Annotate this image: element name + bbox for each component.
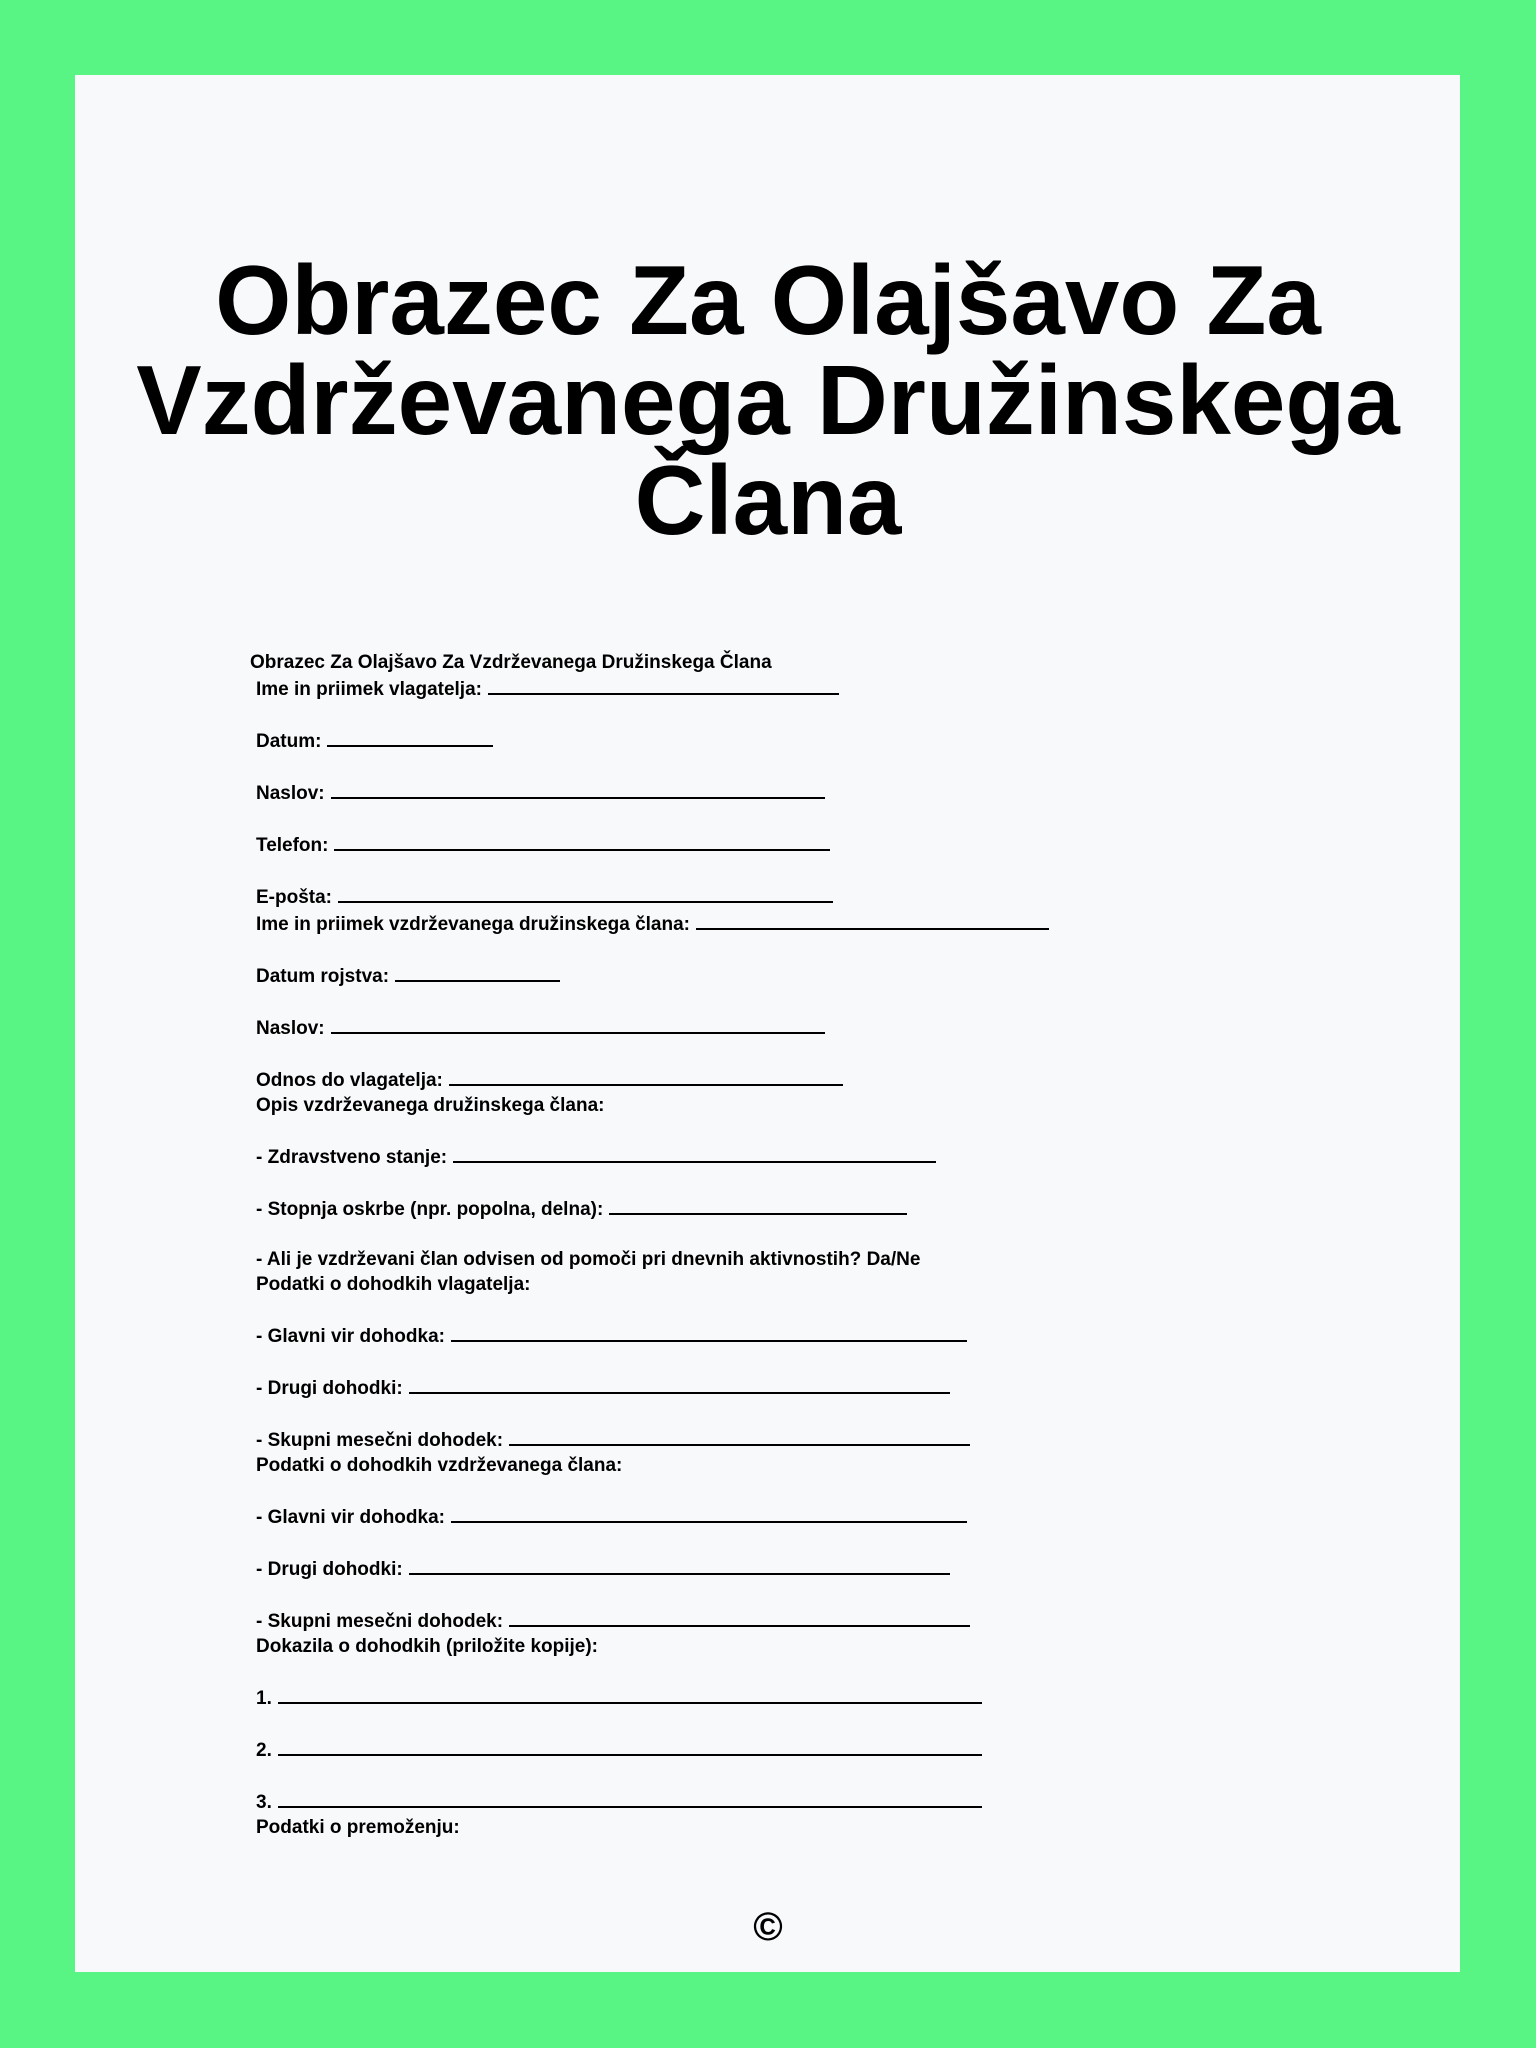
document-title bbox=[0, 245, 1536, 555]
applicant-name-field[interactable] bbox=[488, 675, 839, 695]
dep-monthly-income-field[interactable] bbox=[509, 1607, 970, 1627]
proof-2-field[interactable] bbox=[278, 1736, 982, 1756]
health-field[interactable] bbox=[453, 1143, 936, 1163]
form-row-dependent-name bbox=[250, 910, 1049, 937]
email-field[interactable] bbox=[338, 883, 833, 903]
section-heading: Opis vzdrževanega družinskega člana: bbox=[256, 1095, 605, 1116]
form-row-dependent-address bbox=[250, 1014, 1049, 1041]
field-label: Ime in priimek vlagatelja: bbox=[256, 679, 482, 700]
field-label: Odnos do vlagatelja: bbox=[256, 1070, 443, 1091]
form-body bbox=[250, 650, 1049, 1840]
field-label: - Drugi dohodki: bbox=[256, 1378, 403, 1399]
address-field[interactable] bbox=[331, 779, 825, 799]
field-label: - Skupni mesečni dohodek: bbox=[256, 1430, 504, 1451]
field-label: Datum: bbox=[256, 731, 322, 752]
title-line: Vzdrževanega Družinskega bbox=[136, 345, 1400, 455]
proof-1-field[interactable] bbox=[278, 1684, 982, 1704]
dependent-address-field[interactable] bbox=[331, 1014, 825, 1034]
field-label: - Stopnja oskrbe (npr. popolna, delna): bbox=[256, 1199, 604, 1220]
form-row-monthly-income bbox=[250, 1426, 1049, 1453]
form-row-dep-monthly-income bbox=[250, 1607, 1049, 1634]
field-label: - Glavni vir dohodka: bbox=[256, 1326, 445, 1347]
form-row-dep-main-income bbox=[250, 1503, 1049, 1530]
proof-3-field[interactable] bbox=[278, 1788, 982, 1808]
form-row-proof-3 bbox=[250, 1788, 1049, 1815]
field-label: Naslov: bbox=[256, 1018, 325, 1039]
form-row-birth-date bbox=[250, 962, 1049, 989]
section-heading: Dokazila o dohodkih (priložite kopije): bbox=[256, 1636, 599, 1657]
form-row-dep-other-income bbox=[250, 1555, 1049, 1582]
section-heading: Podatki o dohodkih vzdrževanega člana: bbox=[256, 1455, 623, 1476]
relationship-field[interactable] bbox=[449, 1066, 843, 1086]
field-label: 3. bbox=[256, 1792, 272, 1813]
form-row-phone bbox=[250, 831, 1049, 858]
field-label: Naslov: bbox=[256, 783, 325, 804]
field-label: - Drugi dohodki: bbox=[256, 1559, 403, 1580]
section-heading: Podatki o dohodkih vlagatelja: bbox=[256, 1274, 531, 1295]
field-label: - Skupni mesečni dohodek: bbox=[256, 1611, 504, 1632]
field-label: Ime in priimek vzdrževanega družinskega člana: bbox=[256, 914, 690, 935]
form-row-dependency-question: - Ali je vzdrževani član odvisen od pomoči pri dnevnih aktivnostih? Da/Ne bbox=[256, 1249, 921, 1270]
dependent-name-field[interactable] bbox=[696, 910, 1049, 930]
form-row-care-level bbox=[250, 1195, 1049, 1222]
birth-date-field[interactable] bbox=[395, 962, 560, 982]
field-label: Telefon: bbox=[256, 835, 329, 856]
form-row-proof-2 bbox=[250, 1736, 1049, 1763]
field-label: - Zdravstveno stanje: bbox=[256, 1147, 448, 1168]
title-line: Člana bbox=[634, 445, 902, 555]
phone-field[interactable] bbox=[334, 831, 830, 851]
section-heading: Podatki o premoženju: bbox=[256, 1817, 460, 1838]
date-field[interactable] bbox=[327, 727, 493, 747]
copyright-icon: © bbox=[753, 1905, 783, 1949]
form-row-main-income bbox=[250, 1322, 1049, 1349]
field-label: E-pošta: bbox=[256, 887, 332, 908]
form-row-email bbox=[250, 883, 1049, 910]
title-line: Obrazec Za Olajšavo Za bbox=[215, 245, 1321, 355]
field-label: 1. bbox=[256, 1688, 272, 1709]
field-label: Datum rojstva: bbox=[256, 966, 390, 987]
form-row-relationship bbox=[250, 1066, 1049, 1093]
main-income-field[interactable] bbox=[451, 1322, 967, 1342]
form-row-other-income bbox=[250, 1374, 1049, 1401]
field-label: - Glavni vir dohodka: bbox=[256, 1507, 445, 1528]
form-row-date bbox=[250, 727, 1049, 754]
care-level-field[interactable] bbox=[609, 1195, 907, 1215]
monthly-income-field[interactable] bbox=[509, 1426, 970, 1446]
form-row-address bbox=[250, 779, 1049, 806]
form-subtitle: Obrazec Za Olajšavo Za Vzdrževanega Družinskega Člana bbox=[250, 652, 772, 673]
form-row-applicant-name bbox=[250, 675, 1049, 702]
form-row-proof-1 bbox=[250, 1684, 1049, 1711]
dep-main-income-field[interactable] bbox=[451, 1503, 967, 1523]
field-label: 2. bbox=[256, 1740, 272, 1761]
other-income-field[interactable] bbox=[409, 1374, 950, 1394]
dep-other-income-field[interactable] bbox=[409, 1555, 950, 1575]
form-row-health bbox=[250, 1143, 1049, 1170]
